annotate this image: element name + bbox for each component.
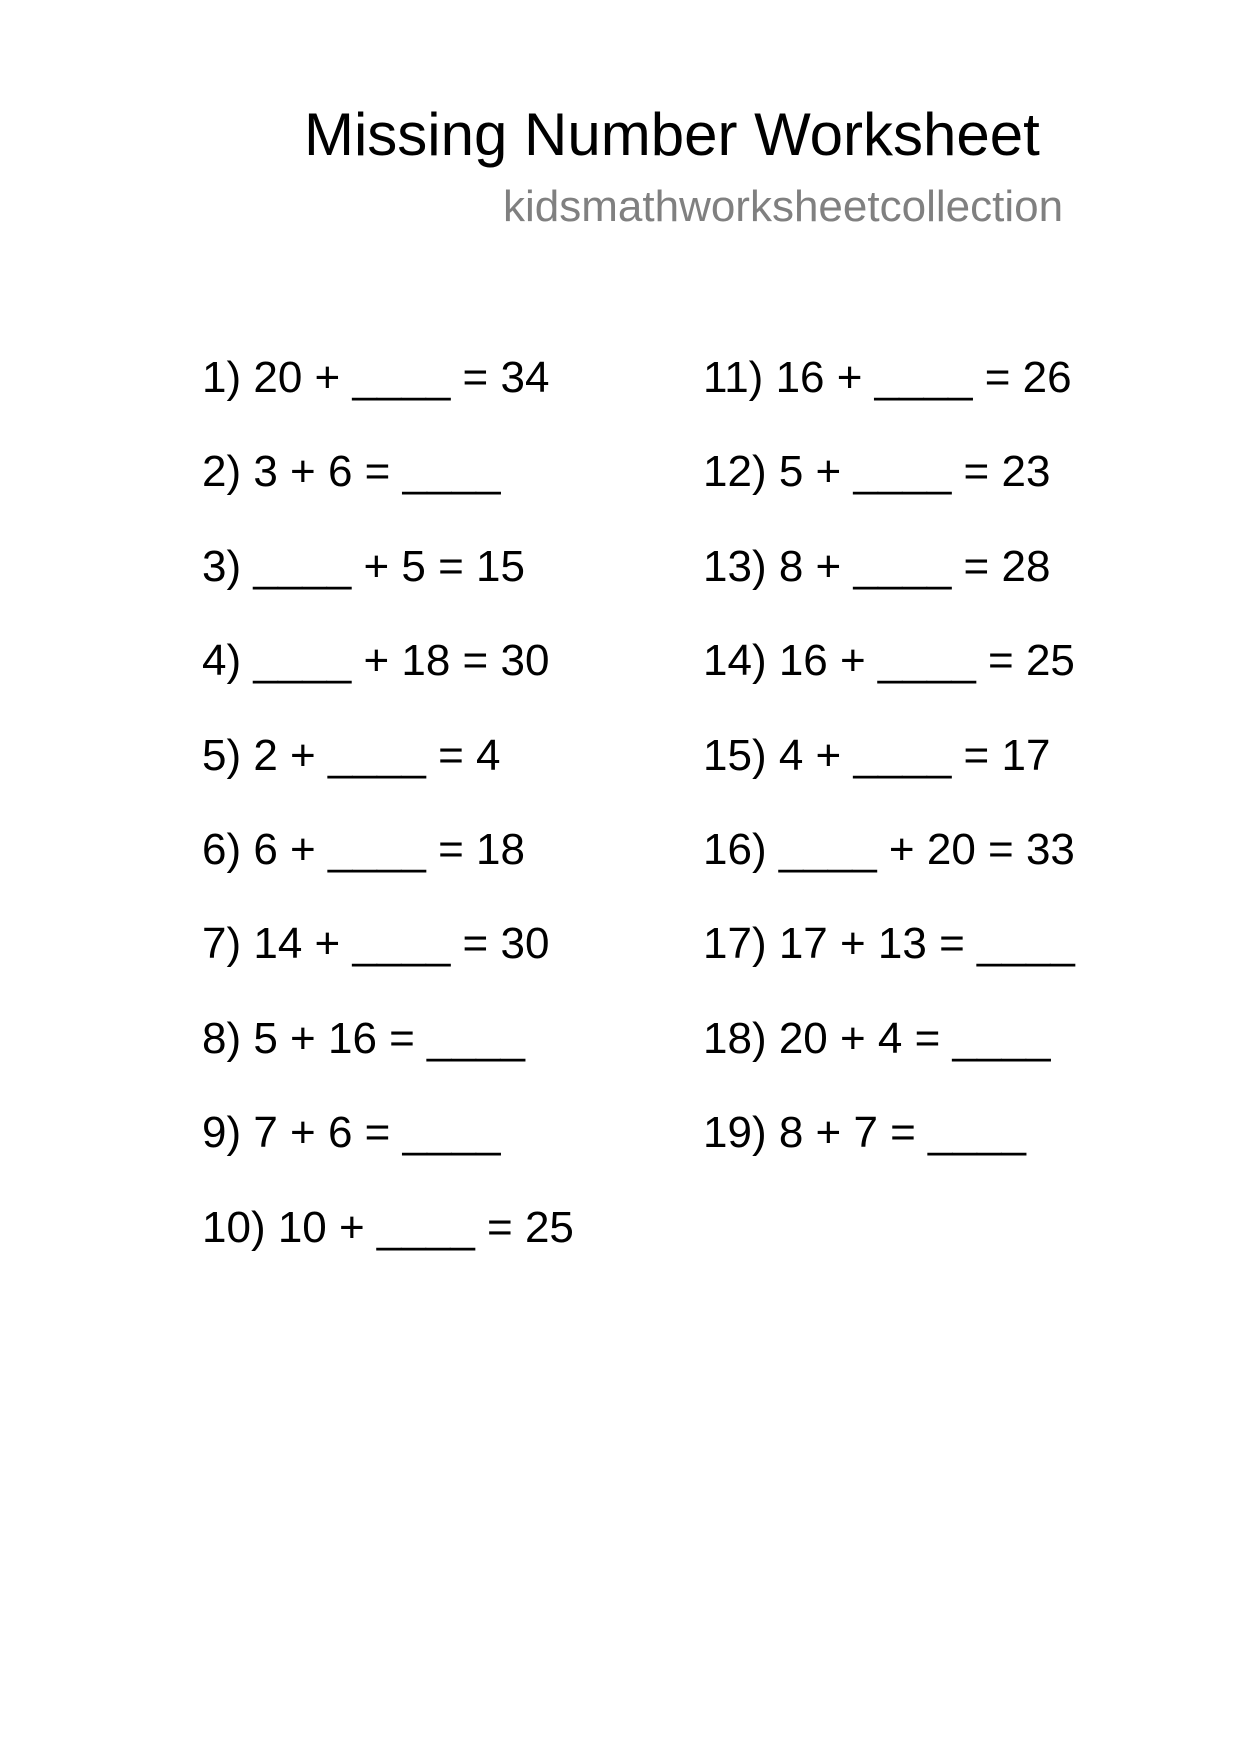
problem-number: 6)	[202, 825, 242, 874]
problem-equation[interactable]: 2 + ____ = 4	[253, 731, 501, 780]
problem-equation[interactable]: 16 + ____ = 26	[775, 353, 1072, 402]
problem-equation[interactable]: 16 + ____ = 25	[778, 636, 1075, 685]
problem-number: 1)	[202, 353, 242, 402]
problem-item	[202, 919, 550, 968]
problem-number: 19)	[703, 1108, 767, 1157]
problem-equation[interactable]: ____ + 20 = 33	[778, 825, 1075, 874]
problem-item	[202, 731, 501, 780]
problem-equation[interactable]: 20 + 4 = ____	[778, 1014, 1051, 1063]
problem-number: 7)	[202, 919, 242, 968]
problem-equation[interactable]: 8 + 7 = ____	[778, 1108, 1026, 1157]
problem-item	[202, 825, 525, 874]
problem-equation[interactable]: ____ + 5 = 15	[253, 542, 525, 591]
problem-item	[703, 919, 1075, 968]
problem-number: 14)	[703, 636, 767, 685]
problem-equation[interactable]: 5 + 16 = ____	[253, 1014, 525, 1063]
problem-number: 3)	[202, 542, 242, 591]
worksheet-title: Missing Number Worksheet	[304, 101, 1040, 168]
problem-equation[interactable]: 5 + ____ = 23	[778, 447, 1051, 496]
problem-item	[703, 636, 1075, 685]
problem-equation[interactable]: 3 + 6 = ____	[253, 447, 501, 496]
problem-number: 9)	[202, 1108, 242, 1157]
problem-number: 13)	[703, 542, 767, 591]
problem-number: 15)	[703, 731, 767, 780]
problem-number: 11)	[703, 353, 764, 402]
problem-number: 4)	[202, 636, 242, 685]
problem-equation[interactable]: ____ + 18 = 30	[253, 636, 550, 685]
problem-item	[703, 447, 1051, 496]
problem-equation[interactable]: 4 + ____ = 17	[778, 731, 1051, 780]
problem-item	[703, 542, 1051, 591]
problem-equation[interactable]: 20 + ____ = 34	[253, 353, 550, 402]
problem-number: 10)	[202, 1203, 266, 1252]
problem-item	[202, 1014, 525, 1063]
problem-equation[interactable]: 10 + ____ = 25	[277, 1203, 574, 1252]
problem-item	[703, 1014, 1051, 1063]
problem-item	[703, 353, 1072, 402]
problem-item	[202, 542, 525, 591]
problem-item	[202, 353, 550, 402]
problem-equation[interactable]: 14 + ____ = 30	[253, 919, 550, 968]
problem-item	[703, 731, 1051, 780]
worksheet-subtitle: kidsmathworksheetcollection	[503, 182, 1064, 231]
problem-equation[interactable]: 8 + ____ = 28	[778, 542, 1051, 591]
problem-item	[703, 825, 1075, 874]
problem-item	[202, 636, 550, 685]
problem-number: 16)	[703, 825, 767, 874]
problem-number: 5)	[202, 731, 242, 780]
problem-number: 8)	[202, 1014, 242, 1063]
problem-item	[202, 1203, 574, 1252]
problem-number: 12)	[703, 447, 767, 496]
problem-equation[interactable]: 17 + 13 = ____	[778, 919, 1075, 968]
problem-number: 18)	[703, 1014, 767, 1063]
problem-item	[202, 1108, 501, 1157]
problem-item	[703, 1108, 1026, 1157]
problem-item	[202, 447, 501, 496]
problem-equation[interactable]: 6 + ____ = 18	[253, 825, 525, 874]
problem-number: 2)	[202, 447, 242, 496]
problem-equation[interactable]: 7 + 6 = ____	[253, 1108, 501, 1157]
problem-number: 17)	[703, 919, 767, 968]
